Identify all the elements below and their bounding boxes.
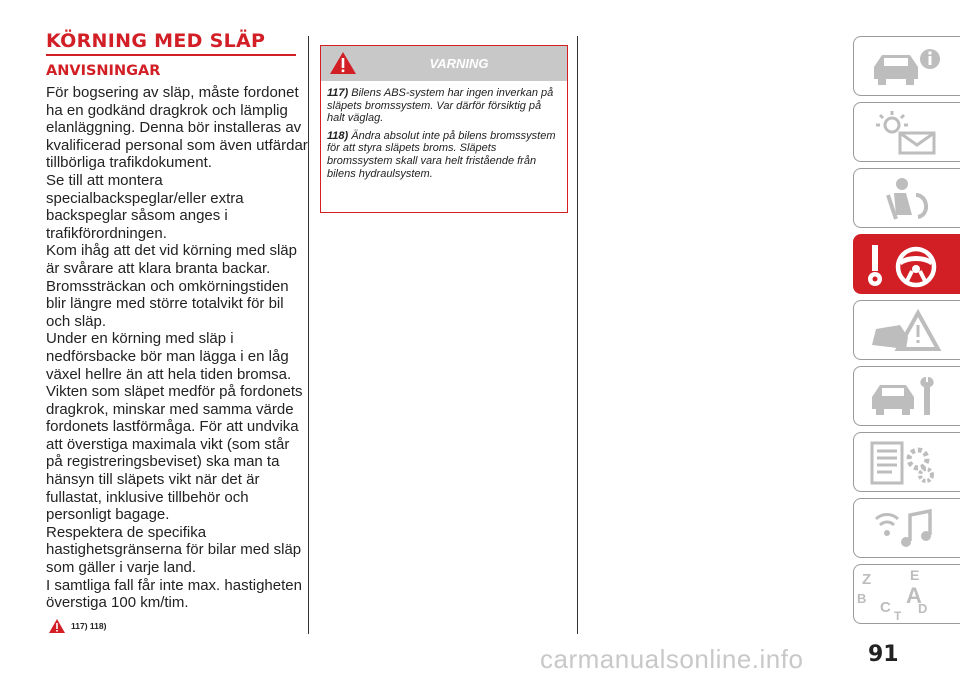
- warning-item-text: Ändra absolut inte på bilens bromssystem för att styra släpets broms. Släpets bromssystem skall vara helt fristående från bilens hydraulsystem.: [327, 129, 556, 180]
- column-divider: [308, 36, 309, 634]
- warning-box: [320, 45, 568, 213]
- chapter-tab-multimedia[interactable]: [853, 498, 960, 558]
- chapter-tab-emergency[interactable]: [853, 300, 960, 360]
- chapter-tab-safety[interactable]: [853, 168, 960, 228]
- index-letter: Z: [862, 571, 872, 588]
- paragraph: För bogsering av släp, måste fordonet ha en godkänd dragkrok och lämplig elanläggning. Denna bör installeras av kvalificerad personal som även utfärdar tillbörliga trafikdokument.: [46, 84, 308, 172]
- warning-triangle-icon: [48, 618, 66, 634]
- paragraph: I samtliga fall får inte max. hastigheten överstiga 100 km/tim.: [46, 576, 302, 612]
- section-subtitle: ANVISNINGAR: [46, 63, 161, 79]
- main-column: [46, 30, 308, 634]
- index-letter: D: [918, 601, 928, 616]
- paragraph: Kom ihåg att det vid körning med släp är svårare att klara branta backar.: [46, 242, 297, 277]
- warning-body: [321, 81, 567, 180]
- title-divider: [46, 54, 296, 56]
- chapter-tab-driving[interactable]: [853, 234, 960, 294]
- page-number: 91: [868, 642, 899, 667]
- multimedia-icon: [866, 505, 946, 553]
- dashboard-lights-icon: [866, 109, 946, 157]
- chapter-tab-dashboard[interactable]: [853, 102, 960, 162]
- chapter-tab-maintenance[interactable]: [853, 366, 960, 426]
- warning-title: VARNING: [429, 56, 489, 71]
- column-divider: [577, 36, 578, 634]
- index-letter: A: [906, 583, 922, 608]
- chapter-tab-car-info[interactable]: [853, 36, 960, 96]
- index-letter: C: [880, 599, 891, 616]
- paragraph: Vikten som släpet medför på fordonets dragkrok, minskar med samma värde fordonets lastförmåga. För att undvika att överstiga maximala vikt (som står på registreringsbeviset) ska man ta hänsyn till släpets vikt när det är fullastat, inklusive tillbehör och personligt bagage.: [46, 383, 303, 524]
- warning-item-number: 117): [327, 87, 349, 99]
- index-letter: B: [857, 591, 867, 606]
- index-letter: T: [894, 609, 902, 623]
- warning-header: [321, 46, 567, 81]
- chapter-tab-index[interactable]: [853, 564, 960, 624]
- emergency-icon: [866, 307, 946, 355]
- index-letters-icon: [854, 565, 944, 625]
- warning-item: [327, 87, 561, 125]
- warning-item-text: Bilens ABS-system har ingen inverkan på släpets bromssystem. Var därför försiktig på halt väglag.: [327, 87, 554, 125]
- index-letter: E: [910, 567, 920, 583]
- paragraph: Respektera de specifika hastighetsgränserna för bilar med släp som gäller i varje land.: [46, 523, 302, 577]
- section-title: KÖRNING MED SLÄP: [46, 30, 266, 52]
- warning-reference[interactable]: [46, 618, 308, 634]
- warning-item: [327, 130, 561, 180]
- technical-data-icon: [866, 439, 946, 487]
- watermark: carmanualsonline.info: [540, 644, 804, 674]
- steering-wheel-key-icon: [866, 241, 946, 289]
- safety-seat-icon: [866, 175, 946, 223]
- paragraph: Bromssträckan och omkörningstiden blir längre med större totalvikt för bil och släp.: [46, 277, 289, 330]
- car-info-icon: [866, 43, 946, 91]
- paragraph: Under en körning med släp i nedförsbacke bör man lägga i en låg växel hellre än att hela tiden bromsa.: [46, 330, 292, 383]
- maintenance-icon: [866, 373, 946, 421]
- paragraph: Se till att montera specialbackspeglar/eller extra backspeglar såsom anges i trafikförordningen.: [46, 171, 244, 242]
- chapter-tab-technical-data[interactable]: [853, 432, 960, 492]
- warning-item-number: 118): [327, 129, 349, 142]
- warning-reference-label: 117) 118): [71, 620, 107, 631]
